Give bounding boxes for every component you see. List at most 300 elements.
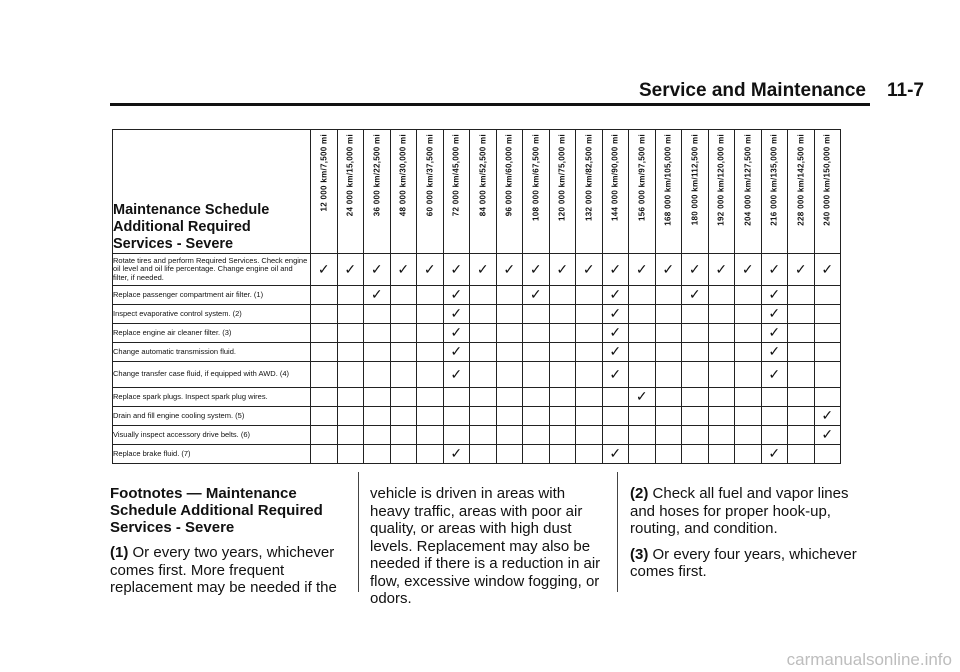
schedule-cell	[602, 343, 629, 362]
schedule-cell	[602, 388, 629, 407]
check-icon: ✓	[768, 445, 781, 461]
check-icon: ✓	[450, 286, 463, 302]
schedule-cell	[708, 286, 735, 305]
footnote-1-text: Or every two years, whichever comes first. More frequent replacement may be needed if the	[110, 544, 337, 596]
schedule-cell	[470, 445, 497, 464]
schedule-cell	[523, 362, 550, 388]
check-icon: ✓	[609, 365, 622, 382]
schedule-cell	[576, 254, 603, 286]
interval-header	[655, 130, 682, 254]
table-title: Maintenance Schedule Additional Required Services - Severe	[113, 130, 311, 254]
schedule-cell	[708, 388, 735, 407]
footnotes-column-1	[110, 485, 345, 605]
schedule-cell	[629, 324, 656, 343]
schedule-cell	[443, 362, 470, 388]
check-icon: ✓	[609, 260, 622, 277]
interval-label: 204 000 km/127,500 mi	[743, 134, 753, 226]
schedule-cell	[814, 426, 841, 445]
schedule-cell	[655, 362, 682, 388]
interval-label: 120 000 km/75,000 mi	[557, 134, 567, 221]
schedule-cell	[470, 388, 497, 407]
schedule-cell	[788, 388, 815, 407]
interval-label: 48 000 km/30,000 mi	[398, 134, 408, 217]
schedule-cell	[337, 305, 364, 324]
schedule-cell	[337, 445, 364, 464]
schedule-cell	[390, 426, 417, 445]
schedule-cell	[523, 445, 550, 464]
schedule-cell	[443, 343, 470, 362]
interval-header	[496, 130, 523, 254]
interval-label: 132 000 km/82,500 mi	[584, 134, 594, 221]
schedule-cell	[576, 286, 603, 305]
check-icon: ✓	[688, 260, 701, 277]
schedule-cell	[311, 407, 338, 426]
schedule-cell	[761, 426, 788, 445]
schedule-cell	[629, 362, 656, 388]
schedule-cell	[629, 407, 656, 426]
schedule-cell	[390, 362, 417, 388]
check-icon: ✓	[768, 286, 781, 302]
schedule-cell	[443, 445, 470, 464]
interval-label: 192 000 km/120,000 mi	[716, 134, 726, 226]
service-description: Replace spark plugs. Inspect spark plug wires.	[113, 388, 311, 407]
interval-label: 24 000 km/15,000 mi	[345, 134, 355, 217]
check-icon: ✓	[450, 260, 463, 277]
check-icon: ✓	[503, 260, 516, 277]
check-icon: ✓	[529, 260, 542, 277]
service-description: Replace brake fluid. (7)	[113, 445, 311, 464]
schedule-cell	[390, 305, 417, 324]
schedule-cell	[311, 324, 338, 343]
interval-label: 228 000 km/142,500 mi	[796, 134, 806, 226]
check-icon: ✓	[662, 260, 675, 277]
service-description: Visually inspect accessory drive belts. (6)	[113, 426, 311, 445]
schedule-cell	[337, 362, 364, 388]
check-icon: ✓	[635, 388, 648, 404]
schedule-cell	[390, 388, 417, 407]
schedule-cell	[814, 254, 841, 286]
schedule-cell	[337, 426, 364, 445]
schedule-cell	[364, 388, 391, 407]
schedule-cell	[443, 388, 470, 407]
schedule-cell	[470, 305, 497, 324]
schedule-cell	[311, 286, 338, 305]
schedule-cell	[364, 362, 391, 388]
schedule-cell	[337, 324, 364, 343]
schedule-cell	[655, 254, 682, 286]
schedule-cell	[761, 362, 788, 388]
schedule-cell	[708, 445, 735, 464]
footnote-2-label: (2)	[630, 485, 649, 502]
schedule-cell	[602, 445, 629, 464]
table-row	[113, 407, 841, 426]
schedule-cell	[417, 362, 444, 388]
schedule-cell	[788, 362, 815, 388]
schedule-cell	[629, 286, 656, 305]
schedule-cell	[549, 362, 576, 388]
schedule-cell	[602, 362, 629, 388]
schedule-cell	[814, 407, 841, 426]
interval-label: 216 000 km/135,000 mi	[769, 134, 779, 226]
interval-header	[311, 130, 338, 254]
check-icon: ✓	[450, 324, 463, 340]
schedule-cell	[417, 324, 444, 343]
schedule-cell	[655, 305, 682, 324]
schedule-cell	[735, 343, 762, 362]
schedule-cell	[682, 305, 709, 324]
schedule-cell	[390, 407, 417, 426]
interval-label: 60 000 km/37,500 mi	[425, 134, 435, 217]
footnote-1-label: (1)	[110, 544, 129, 561]
schedule-cell	[523, 407, 550, 426]
check-icon: ✓	[317, 260, 330, 277]
schedule-cell	[417, 343, 444, 362]
schedule-cell	[390, 254, 417, 286]
schedule-cell	[549, 254, 576, 286]
schedule-cell	[682, 388, 709, 407]
schedule-cell	[602, 324, 629, 343]
check-icon: ✓	[768, 260, 781, 277]
schedule-cell	[470, 286, 497, 305]
schedule-cell	[629, 426, 656, 445]
schedule-cell	[470, 343, 497, 362]
schedule-cell	[602, 305, 629, 324]
service-description: Rotate tires and perform Required Services. Check engine oil level and oil life percentage. Change engine oil and filter, if needed.	[113, 254, 311, 286]
schedule-cell	[602, 407, 629, 426]
schedule-cell	[523, 305, 550, 324]
schedule-cell	[708, 343, 735, 362]
schedule-cell	[735, 426, 762, 445]
table-row	[113, 445, 841, 464]
schedule-cell	[337, 388, 364, 407]
schedule-cell	[735, 445, 762, 464]
service-description: Inspect evaporative control system. (2)	[113, 305, 311, 324]
check-icon: ✓	[609, 305, 622, 321]
interval-label: 84 000 km/52,500 mi	[478, 134, 488, 217]
check-icon: ✓	[450, 365, 463, 382]
schedule-cell	[470, 407, 497, 426]
check-icon: ✓	[609, 343, 622, 359]
schedule-cell	[629, 343, 656, 362]
schedule-cell	[655, 286, 682, 305]
check-icon: ✓	[370, 286, 383, 302]
footnotes-column-3	[630, 485, 865, 589]
schedule-cell	[708, 362, 735, 388]
schedule-cell	[337, 254, 364, 286]
header-rule	[110, 103, 870, 106]
schedule-cell	[496, 286, 523, 305]
schedule-cell	[549, 445, 576, 464]
schedule-cell	[470, 426, 497, 445]
table-row	[113, 362, 841, 388]
schedule-cell	[629, 388, 656, 407]
footnotes-heading: Footnotes — Maintenance Schedule Additional Required Services - Severe	[110, 485, 323, 536]
schedule-cell	[761, 324, 788, 343]
schedule-cell	[682, 362, 709, 388]
schedule-cell	[708, 426, 735, 445]
column-divider	[358, 472, 359, 592]
schedule-cell	[549, 388, 576, 407]
schedule-cell	[337, 286, 364, 305]
check-icon: ✓	[688, 286, 701, 302]
schedule-cell	[496, 388, 523, 407]
schedule-cell	[496, 362, 523, 388]
schedule-cell	[682, 407, 709, 426]
interval-label: 168 000 km/105,000 mi	[663, 134, 673, 226]
schedule-cell	[576, 388, 603, 407]
schedule-cell	[761, 286, 788, 305]
schedule-cell	[523, 388, 550, 407]
interval-header	[576, 130, 603, 254]
service-description: Drain and fill engine cooling system. (5)	[113, 407, 311, 426]
schedule-cell	[496, 254, 523, 286]
page-number: 11-7	[887, 80, 924, 101]
schedule-cell	[496, 324, 523, 343]
schedule-cell	[417, 445, 444, 464]
check-icon: ✓	[794, 260, 807, 277]
check-icon: ✓	[397, 260, 410, 277]
schedule-cell	[496, 343, 523, 362]
schedule-cell	[576, 426, 603, 445]
schedule-cell	[682, 254, 709, 286]
schedule-cell	[364, 254, 391, 286]
schedule-cell	[443, 305, 470, 324]
table-row	[113, 388, 841, 407]
table-row	[113, 426, 841, 445]
footnote-1	[110, 544, 345, 597]
schedule-cell	[496, 445, 523, 464]
column-divider	[617, 472, 618, 592]
schedule-cell	[788, 305, 815, 324]
schedule-cell	[682, 343, 709, 362]
service-description: Replace passenger compartment air filter. (1)	[113, 286, 311, 305]
schedule-cell	[549, 426, 576, 445]
interval-header	[337, 130, 364, 254]
schedule-cell	[496, 426, 523, 445]
check-icon: ✓	[476, 260, 489, 277]
schedule-cell	[814, 362, 841, 388]
schedule-cell	[761, 254, 788, 286]
schedule-cell	[364, 324, 391, 343]
interval-header	[390, 130, 417, 254]
check-icon: ✓	[370, 260, 383, 277]
schedule-cell	[390, 343, 417, 362]
schedule-cell	[788, 343, 815, 362]
table-row	[113, 324, 841, 343]
check-icon: ✓	[821, 426, 834, 442]
schedule-cell	[655, 388, 682, 407]
interval-header	[549, 130, 576, 254]
interval-header	[629, 130, 656, 254]
table-header-row	[113, 130, 841, 254]
schedule-cell	[629, 305, 656, 324]
schedule-cell	[470, 362, 497, 388]
schedule-cell	[364, 407, 391, 426]
schedule-cell	[417, 426, 444, 445]
schedule-cell	[417, 407, 444, 426]
watermark: carmanualsonline.info	[786, 650, 952, 669]
schedule-cell	[735, 362, 762, 388]
schedule-cell	[576, 343, 603, 362]
interval-header	[708, 130, 735, 254]
service-description: Change automatic transmission fluid.	[113, 343, 311, 362]
check-icon: ✓	[768, 343, 781, 359]
interval-header	[788, 130, 815, 254]
check-icon: ✓	[582, 260, 595, 277]
check-icon: ✓	[450, 343, 463, 359]
schedule-cell	[576, 324, 603, 343]
schedule-cell	[735, 254, 762, 286]
schedule-cell	[708, 254, 735, 286]
check-icon: ✓	[556, 260, 569, 277]
check-icon: ✓	[768, 365, 781, 382]
schedule-cell	[814, 343, 841, 362]
schedule-cell	[708, 305, 735, 324]
check-icon: ✓	[450, 445, 463, 461]
schedule-cell	[682, 286, 709, 305]
schedule-cell	[337, 407, 364, 426]
footnote-3-label: (3)	[630, 545, 649, 563]
footnote-2-text: Check all fuel and vapor lines and hoses for proper hook-up, routing, and condition.	[630, 485, 849, 537]
schedule-cell	[761, 407, 788, 426]
schedule-cell	[523, 343, 550, 362]
footnotes-column-2	[370, 485, 605, 616]
schedule-cell	[788, 445, 815, 464]
schedule-cell	[761, 305, 788, 324]
check-icon: ✓	[529, 286, 542, 302]
schedule-cell	[443, 407, 470, 426]
schedule-cell	[735, 305, 762, 324]
schedule-cell	[735, 286, 762, 305]
schedule-cell	[364, 305, 391, 324]
interval-header	[470, 130, 497, 254]
schedule-cell	[602, 254, 629, 286]
schedule-cell	[549, 407, 576, 426]
schedule-cell	[311, 254, 338, 286]
check-icon: ✓	[821, 260, 834, 277]
schedule-cell	[364, 343, 391, 362]
schedule-cell	[549, 324, 576, 343]
schedule-cell	[470, 324, 497, 343]
schedule-cell	[523, 324, 550, 343]
schedule-cell	[364, 426, 391, 445]
interval-header	[443, 130, 470, 254]
schedule-cell	[602, 426, 629, 445]
schedule-cell	[761, 445, 788, 464]
schedule-cell	[364, 445, 391, 464]
footnote-3	[630, 546, 865, 581]
schedule-cell	[311, 445, 338, 464]
schedule-cell	[788, 254, 815, 286]
schedule-cell	[443, 426, 470, 445]
service-description: Change transfer case fluid, if equipped with AWD. (4)	[113, 362, 311, 388]
schedule-cell	[417, 305, 444, 324]
footnote-3-text: Or every four years, whichever comes first.	[630, 545, 857, 580]
schedule-cell	[443, 324, 470, 343]
check-icon: ✓	[450, 305, 463, 321]
check-icon: ✓	[821, 407, 834, 423]
interval-header	[814, 130, 841, 254]
schedule-cell	[549, 286, 576, 305]
schedule-cell	[417, 286, 444, 305]
schedule-cell	[390, 324, 417, 343]
schedule-cell	[602, 286, 629, 305]
table-row	[113, 286, 841, 305]
schedule-cell	[708, 324, 735, 343]
schedule-cell	[311, 343, 338, 362]
schedule-cell	[496, 407, 523, 426]
schedule-cell	[523, 426, 550, 445]
schedule-cell	[708, 407, 735, 426]
schedule-cell	[682, 426, 709, 445]
schedule-cell	[788, 324, 815, 343]
schedule-cell	[390, 445, 417, 464]
schedule-cell	[311, 362, 338, 388]
check-icon: ✓	[741, 260, 754, 277]
schedule-cell	[523, 286, 550, 305]
schedule-cell	[788, 426, 815, 445]
schedule-cell	[443, 254, 470, 286]
schedule-cell	[390, 286, 417, 305]
schedule-cell	[655, 445, 682, 464]
schedule-cell	[788, 407, 815, 426]
table-row	[113, 254, 841, 286]
schedule-cell	[629, 445, 656, 464]
interval-label: 144 000 km/90,000 mi	[610, 134, 620, 221]
check-icon: ✓	[423, 260, 436, 277]
interval-header	[735, 130, 762, 254]
interval-label: 240 000 km/150,000 mi	[822, 134, 832, 226]
schedule-cell	[337, 343, 364, 362]
schedule-cell	[814, 286, 841, 305]
table-row	[113, 343, 841, 362]
schedule-cell	[576, 407, 603, 426]
schedule-cell	[655, 343, 682, 362]
table-body	[113, 254, 841, 464]
interval-label: 180 000 km/112,500 mi	[690, 134, 700, 226]
interval-header	[417, 130, 444, 254]
schedule-cell	[735, 324, 762, 343]
interval-label: 108 000 km/67,500 mi	[531, 134, 541, 221]
service-description: Replace engine air cleaner filter. (3)	[113, 324, 311, 343]
maintenance-schedule-table	[112, 129, 841, 464]
interval-header	[761, 130, 788, 254]
footnote-2	[630, 485, 865, 538]
interval-label: 72 000 km/45,000 mi	[451, 134, 461, 217]
schedule-cell	[576, 305, 603, 324]
schedule-cell	[814, 305, 841, 324]
schedule-cell	[655, 426, 682, 445]
check-icon: ✓	[609, 445, 622, 461]
schedule-cell	[364, 286, 391, 305]
check-icon: ✓	[344, 260, 357, 277]
schedule-cell	[735, 388, 762, 407]
schedule-cell	[311, 426, 338, 445]
schedule-cell	[682, 445, 709, 464]
schedule-cell	[735, 407, 762, 426]
check-icon: ✓	[768, 305, 781, 321]
check-icon: ✓	[609, 324, 622, 340]
schedule-cell	[761, 343, 788, 362]
schedule-cell	[496, 305, 523, 324]
interval-label: 12 000 km/7,500 mi	[319, 134, 329, 212]
interval-header	[682, 130, 709, 254]
schedule-cell	[311, 305, 338, 324]
schedule-cell	[523, 254, 550, 286]
schedule-cell	[470, 254, 497, 286]
schedule-cell	[814, 445, 841, 464]
schedule-cell	[549, 305, 576, 324]
